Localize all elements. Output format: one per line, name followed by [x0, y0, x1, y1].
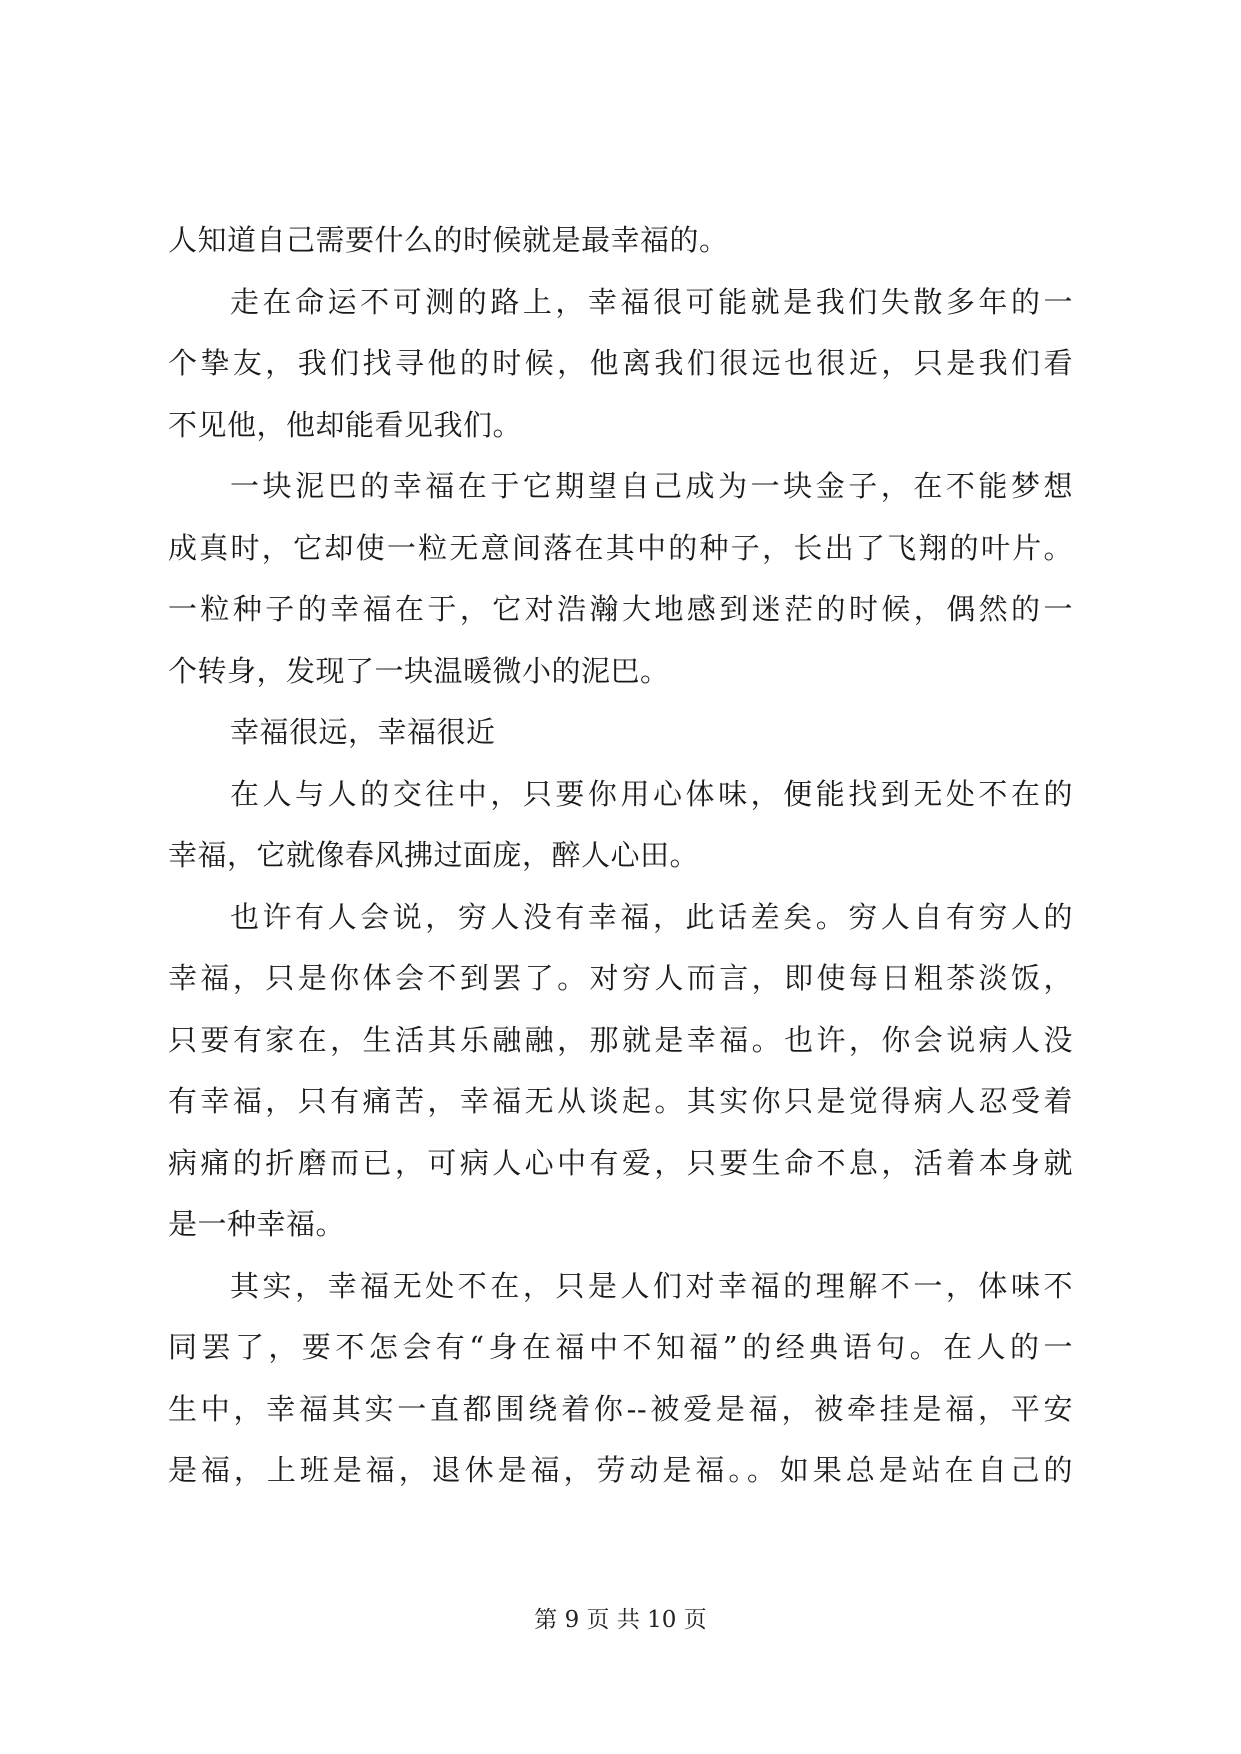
- text-line-12: 也许有人会说，穷人没有幸福，此话差矣。穷人自有穷人的: [230, 899, 1073, 934]
- text-line-14: 只要有家在，生活其乐融融，那就是幸福。也许，你会说病人没: [168, 1022, 1073, 1057]
- text-line-3: 个挚友，我们找寻他的时候，他离我们很远也很近，只是我们看: [168, 346, 1073, 380]
- text-line-6: 成真时，它却使一粒无意间落在其中的种子，长出了飞翔的叶片。: [168, 530, 1073, 565]
- text-line-17: 是一种幸福。: [168, 1207, 346, 1241]
- page-number-footer: 第 9 页 共 10 页: [534, 1607, 707, 1633]
- text-line-7: 一粒种子的幸福在于，它对浩瀚大地感到迷茫的时候，偶然的一: [168, 592, 1073, 626]
- text-line-11: 幸福，它就像春风拂过面庞，醉人心田。: [168, 838, 700, 872]
- text-line-20: 生中，幸福其实一直都围绕着你--被爱是福，被牵挂是福，平安: [168, 1391, 1073, 1426]
- section-heading: 幸福很远，幸福很近: [230, 715, 496, 749]
- text-line-16: 病痛的折磨而已，可病人心中有爱，只要生命不息，活着本身就: [168, 1145, 1073, 1180]
- text-line-15: 有幸福，只有痛苦，幸福无从谈起。其实你只是觉得病人忍受着: [168, 1084, 1073, 1118]
- text-line-5: 一块泥巴的幸福在于它期望自己成为一块金子，在不能梦想: [230, 469, 1073, 503]
- text-line-1: 人知道自己需要什么的时候就是最幸福的。: [168, 223, 729, 257]
- document-body: [168, 210, 1073, 1502]
- text-line-10: 在人与人的交往中，只要你用心体味，便能找到无处不在的: [230, 776, 1073, 811]
- text-line-19: 同罢了，要不怎会有“身在福中不知福”的经典语句。在人的一: [168, 1330, 1073, 1364]
- text-line-21: 是福，上班是福，退休是福，劳动是福。。如果总是站在自己的: [168, 1453, 1073, 1487]
- text-line-13: 幸福，只是你体会不到罢了。对穷人而言，即使每日粗茶淡饭，: [168, 961, 1073, 995]
- text-line-2: 走在命运不可测的路上，幸福很可能就是我们失散多年的一: [230, 284, 1073, 319]
- text-line-8: 个转身，发现了一块温暖微小的泥巴。: [168, 653, 670, 688]
- text-line-4: 不见他，他却能看见我们。: [168, 407, 523, 442]
- text-line-18: 其实，幸福无处不在，只是人们对幸福的理解不一，体味不: [230, 1268, 1073, 1303]
